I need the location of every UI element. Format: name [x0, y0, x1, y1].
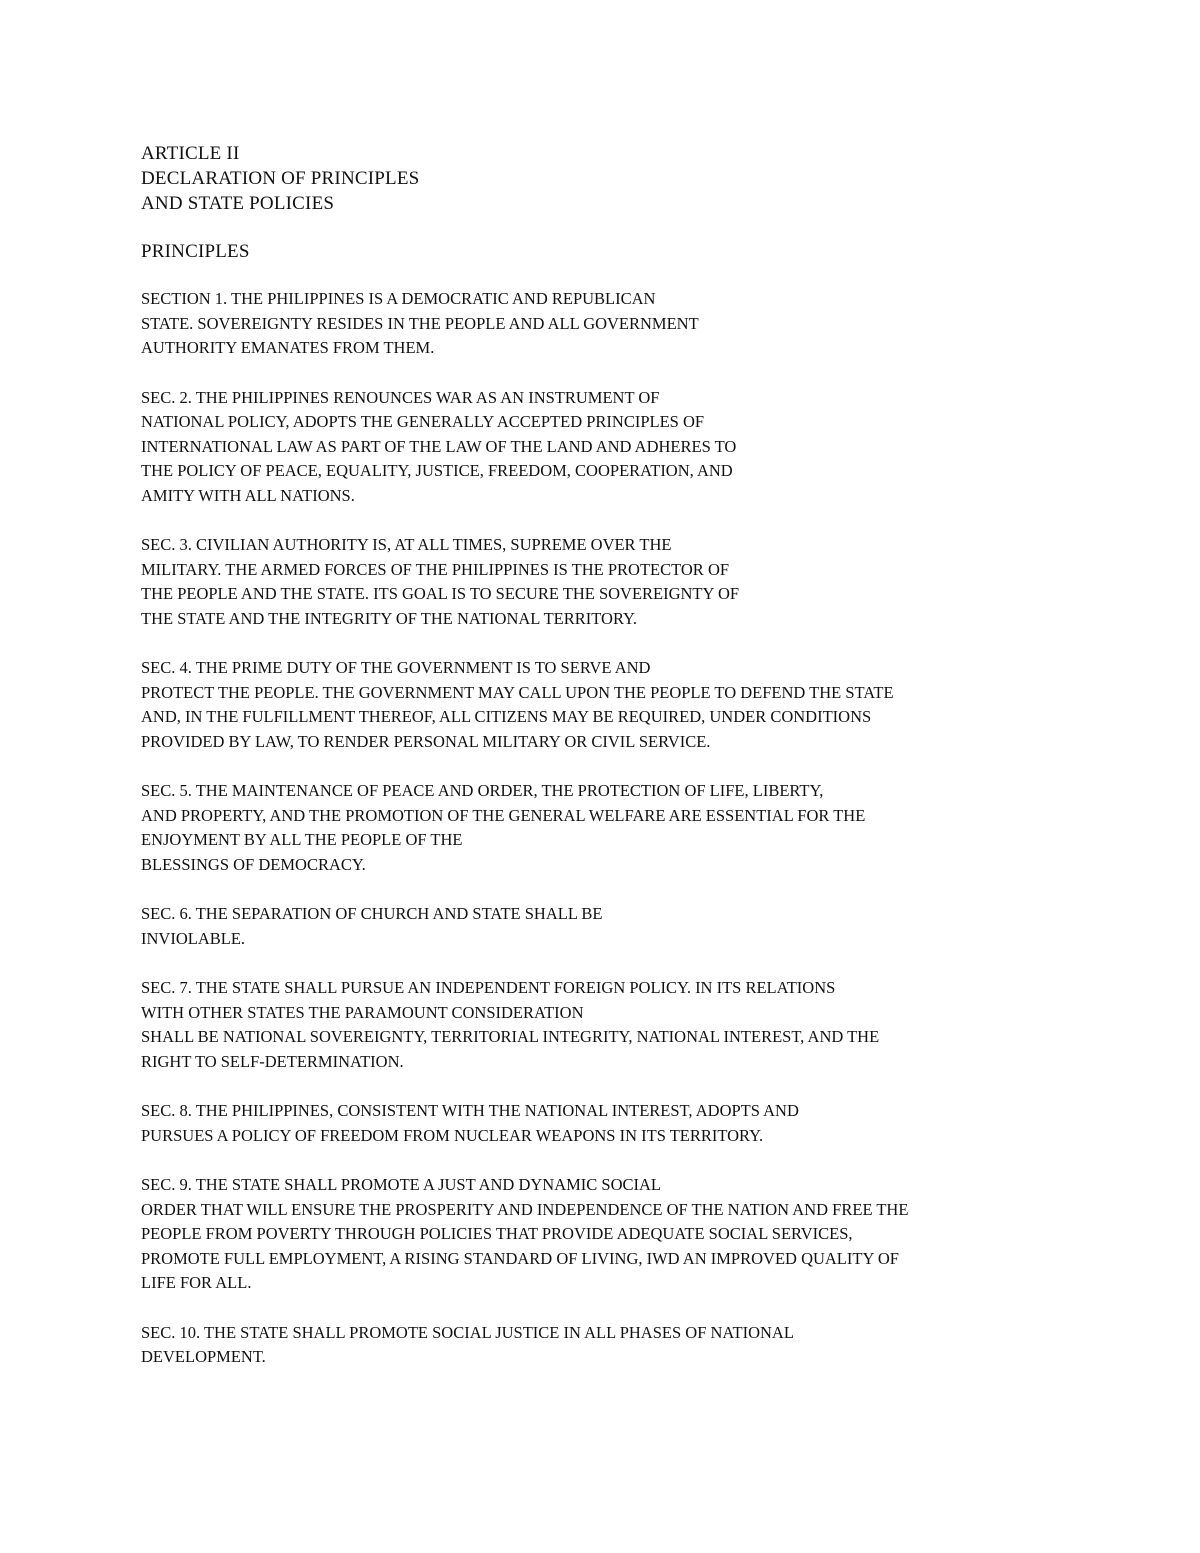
section-text-line: SHALL BE NATIONAL SOVEREIGNTY, TERRITORIAL INTEGRITY, NATIONAL INTEREST, AND THE: [141, 1027, 880, 1046]
section-text-line: WITH OTHER STATES THE PARAMOUNT CONSIDERATION: [141, 1002, 584, 1022]
section-text-line: SEC. 10. THE STATE SHALL PROMOTE SOCIAL JUSTICE IN ALL PHASES OF NATIONAL: [141, 1322, 794, 1342]
section-6: [141, 902, 1001, 951]
section-text-line: SEC. 8. THE PHILIPPINES, CONSISTENT WITH THE NATIONAL INTEREST, ADOPTS AND: [141, 1101, 799, 1120]
section-8: [141, 1099, 1001, 1148]
section-3: [141, 533, 1001, 631]
section-text-line: ENJOYMENT BY ALL THE PEOPLE OF THE: [141, 830, 463, 849]
section-text-line: ORDER THAT WILL ENSURE THE PROSPERITY AND INDEPENDENCE OF THE NATION AND FREE THE: [141, 1199, 909, 1219]
section-text-line: AUTHORITY EMANATES FROM THEM.: [141, 338, 435, 357]
section-text-line: PEOPLE FROM POVERTY THROUGH POLICIES THAT PROVIDE ADEQUATE SOCIAL SERVICES,: [141, 1224, 853, 1243]
article-heading: [141, 141, 1001, 216]
section-text-line: AND PROPERTY, AND THE PROMOTION OF THE GENERAL WELFARE ARE ESSENTIAL FOR THE: [141, 805, 866, 825]
section-text-line: SEC. 6. THE SEPARATION OF CHURCH AND STATE SHALL BE: [141, 904, 603, 923]
section-4: [141, 656, 1001, 754]
section-text-line: SEC. 3. CIVILIAN AUTHORITY IS, AT ALL TIMES, SUPREME OVER THE: [141, 535, 672, 554]
principles-subheading: PRINCIPLES: [141, 241, 250, 262]
spacer: [141, 216, 1001, 239]
section-10: [141, 1321, 1001, 1370]
article-number: ARTICLE II: [141, 143, 240, 164]
section-text-line: AMITY WITH ALL NATIONS.: [141, 485, 355, 505]
section-text-line: SECTION 1. THE PHILIPPINES IS A DEMOCRATIC AND REPUBLICAN: [141, 289, 656, 308]
article-title-line-2: AND STATE POLICIES: [141, 193, 335, 214]
document-page: [141, 141, 1001, 1395]
section-text-line: PROMOTE FULL EMPLOYMENT, A RISING STANDARD OF LIVING, IWD AN IMPROVED QUALITY OF: [141, 1248, 899, 1268]
section-text-line: THE PEOPLE AND THE STATE. ITS GOAL IS TO SECURE THE SOVEREIGNTY OF: [141, 584, 740, 603]
section-text-line: SEC. 4. THE PRIME DUTY OF THE GOVERNMENT IS TO SERVE AND: [141, 658, 651, 677]
section-text-line: LIFE FOR ALL.: [141, 1273, 252, 1292]
section-1: [141, 287, 1001, 361]
section-text-line: THE POLICY OF PEACE, EQUALITY, JUSTICE, FREEDOM, COOPERATION, AND: [141, 461, 733, 480]
section-text-line: PURSUES A POLICY OF FREEDOM FROM NUCLEAR WEAPONS IN ITS TERRITORY.: [141, 1125, 764, 1145]
section-2: [141, 386, 1001, 509]
section-text-line: SEC. 5. THE MAINTENANCE OF PEACE AND ORDER, THE PROTECTION OF LIFE, LIBERTY,: [141, 781, 824, 800]
section-text-line: BLESSINGS OF DEMOCRACY.: [141, 854, 366, 874]
section-text-line: SEC. 9. THE STATE SHALL PROMOTE A JUST AND DYNAMIC SOCIAL: [141, 1175, 662, 1194]
section-text-line: DEVELOPMENT.: [141, 1347, 266, 1366]
section-text-line: INTERNATIONAL LAW AS PART OF THE LAW OF THE LAND AND ADHERES TO: [141, 436, 737, 456]
section-text-line: MILITARY. THE ARMED FORCES OF THE PHILIPPINES IS THE PROTECTOR OF: [141, 559, 730, 579]
section-text-line: SEC. 2. THE PHILIPPINES RENOUNCES WAR AS AN INSTRUMENT OF: [141, 387, 660, 407]
section-text-line: PROTECT THE PEOPLE. THE GOVERNMENT MAY CALL UPON THE PEOPLE TO DEFEND THE STATE: [141, 682, 894, 702]
section-text-line: THE STATE AND THE INTEGRITY OF THE NATIONAL TERRITORY.: [141, 608, 637, 628]
article-title-line-1: DECLARATION OF PRINCIPLES: [141, 168, 420, 189]
section-text-line: STATE. SOVEREIGNTY RESIDES IN THE PEOPLE AND ALL GOVERNMENT: [141, 313, 699, 333]
section-text-line: SEC. 7. THE STATE SHALL PURSUE AN INDEPENDENT FOREIGN POLICY. IN ITS RELATIONS: [141, 978, 836, 997]
sections-list: [141, 287, 1001, 1370]
section-5: [141, 779, 1001, 877]
section-text-line: NATIONAL POLICY, ADOPTS THE GENERALLY ACCEPTED PRINCIPLES OF: [141, 412, 705, 431]
spacer: [141, 264, 1001, 287]
section-9: [141, 1173, 1001, 1296]
section-text-line: INVIOLABLE.: [141, 928, 246, 948]
section-7: [141, 976, 1001, 1074]
section-text-line: RIGHT TO SELF-DETERMINATION.: [141, 1051, 404, 1071]
section-text-line: AND, IN THE FULFILLMENT THEREOF, ALL CITIZENS MAY BE REQUIRED, UNDER CONDITIONS: [141, 707, 872, 726]
section-text-line: PROVIDED BY LAW, TO RENDER PERSONAL MILITARY OR CIVIL SERVICE.: [141, 731, 711, 751]
